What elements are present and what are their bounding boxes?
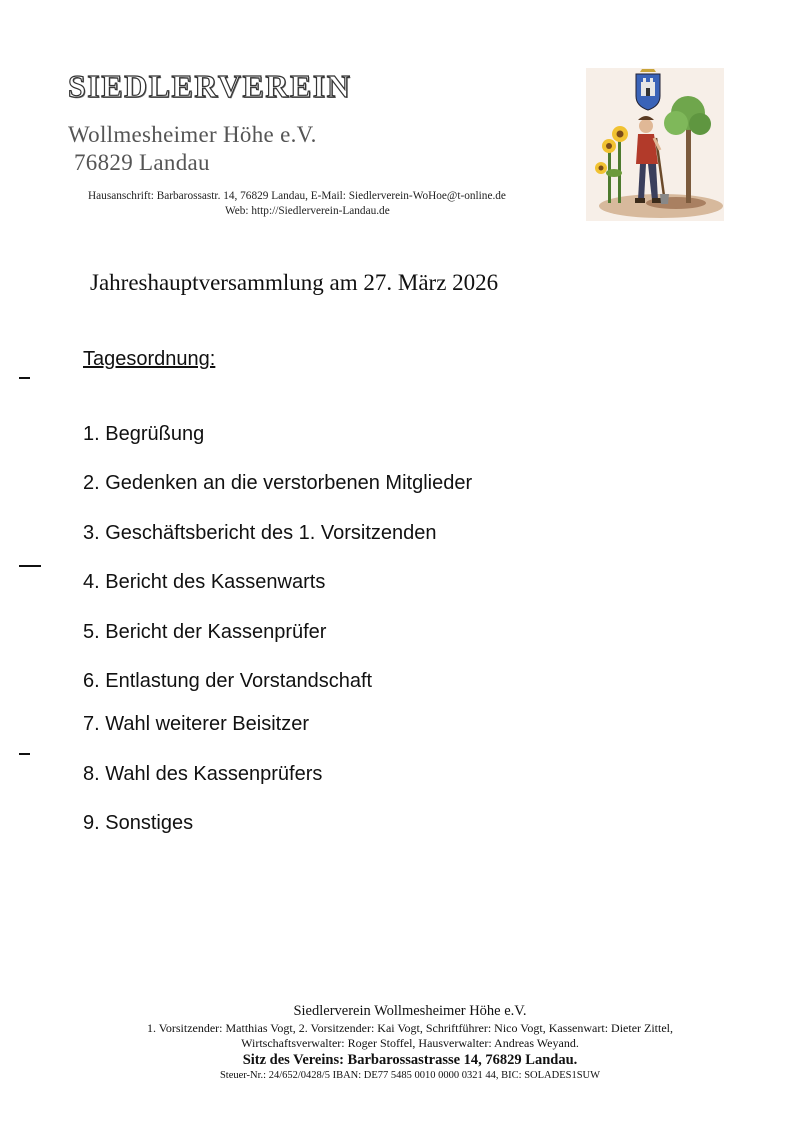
footer-seat: Sitz des Vereins: Barbarossastrasse 14, 76829 Landau. (242, 1052, 578, 1068)
margin-mark (19, 377, 30, 379)
footer-board-line-2: Wirtschaftsverwalter: Roger Stoffel, Hausverwalter: Andreas Weyand. (241, 1036, 579, 1050)
agenda-item: 2. Gedenken an die verstorbenen Mitglieder (83, 472, 473, 494)
footer-board-line: 1. Vorsitzender: Matthias Vogt, 2. Vorsitzender: Kai Vogt, Schriftführer: Nico Vogt, Kassenwart: Dieter Zittel, (146, 1021, 674, 1035)
web-line: Web: http://Siedlerverein-Landau.de (225, 205, 390, 217)
agenda-item: 3. Geschäftsbericht des 1. Vorsitzenden (83, 522, 437, 544)
club-city: 76829 Landau (74, 150, 210, 175)
agenda-item: 7. Wahl weiterer Beisitzer (83, 713, 309, 735)
meeting-heading: Jahreshauptversammlung am 27. März 2026 (90, 270, 499, 295)
gardener-with-coat-of-arms-icon (586, 68, 724, 221)
margin-mark (19, 565, 41, 567)
agenda-item: 5. Bericht der Kassenprüfer (83, 621, 327, 643)
footer-bank-details: Steuer-Nr.: 24/652/0428/5 IBAN: DE77 5485 0010 0000 0321 44, BIC: SOLADES1SUW (219, 1070, 601, 1081)
address-line: Hausanschrift: Barbarossastr. 14, 76829 Landau, E-Mail: Siedlerverein-WoHoe@t-online.de (88, 190, 506, 202)
agenda-title: Tagesordnung: (83, 348, 216, 370)
club-subtitle: Wollmesheimer Höhe e.V. (68, 122, 317, 147)
agenda-item: 6. Entlastung der Vorstandschaft (83, 670, 373, 692)
agenda-item: 4. Bericht des Kassenwarts (83, 571, 326, 593)
agenda-item: 8. Wahl des Kassenprüfers (83, 763, 323, 785)
agenda-item: 9. Sonstiges (83, 812, 194, 834)
margin-mark (19, 753, 30, 755)
footer-club-name: Siedlerverein Wollmesheimer Höhe e.V. (293, 1003, 527, 1019)
club-title: SIEDLERVEREIN (68, 68, 352, 104)
agenda-item: 1. Begrüßung (83, 423, 205, 445)
